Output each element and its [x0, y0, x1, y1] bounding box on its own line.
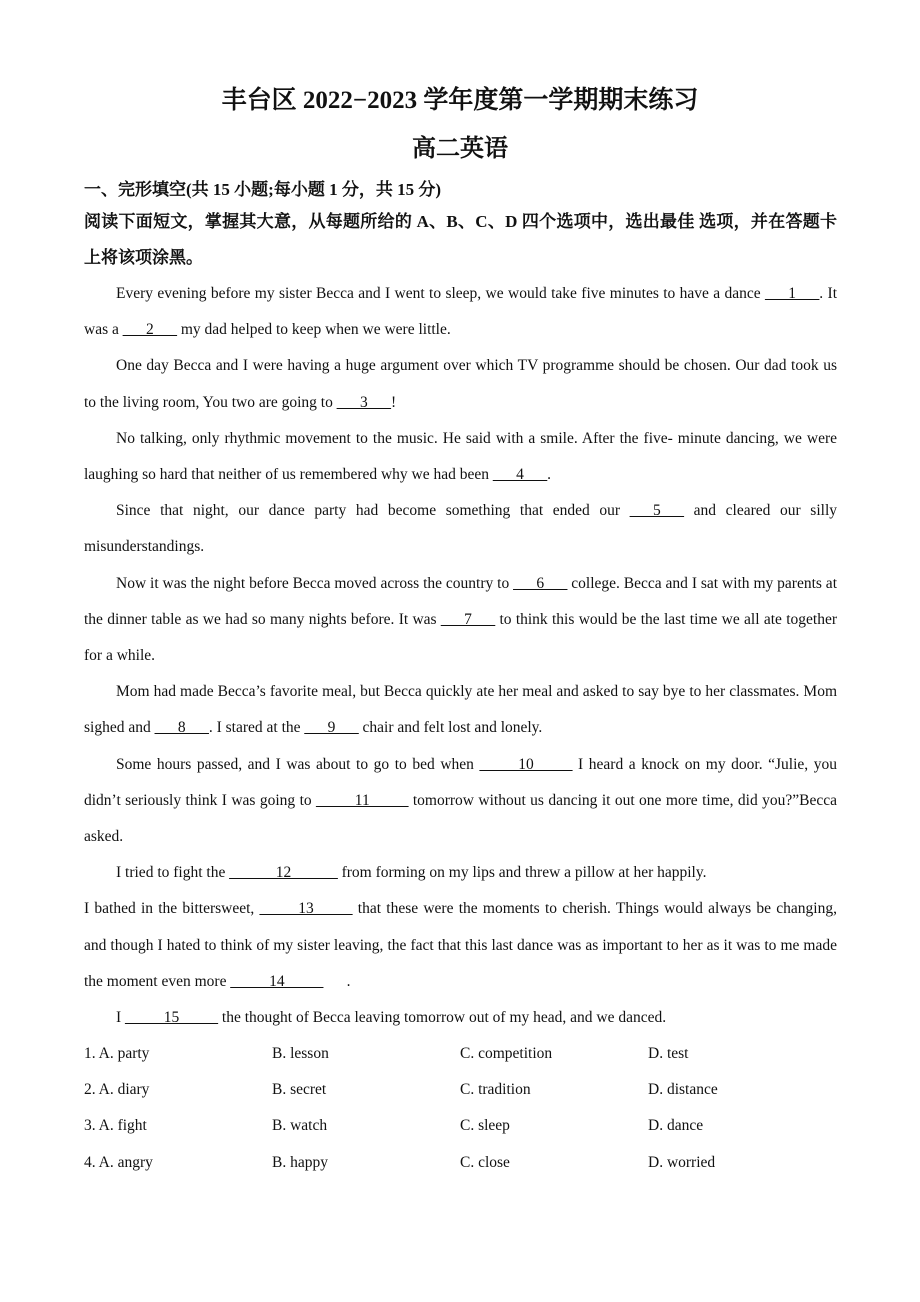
blank-7: ___7___	[440, 610, 496, 628]
section-heading: 一、完形填空(共 15 小题;每小题 1 分，共 15 分)	[84, 180, 441, 199]
passage-text: .	[547, 466, 552, 484]
passage-paragraph	[84, 421, 837, 493]
blank-12: ______12______	[229, 864, 338, 882]
blank-5: ___5___	[629, 502, 684, 520]
question-options-2	[84, 1072, 837, 1108]
passage-text: I tried to fight the	[116, 864, 230, 882]
passage-text: Now it was the night before Becca moved across the country to	[116, 574, 514, 592]
blank-1: ___1___	[765, 285, 820, 302]
passage-text: chair and felt lost and lonely.	[358, 719, 543, 737]
option-d: D. worried	[648, 1153, 716, 1171]
option-d: D. distance	[648, 1081, 718, 1099]
blank-15: _____15_____	[125, 1009, 219, 1027]
passage-text: . I stared at the	[208, 719, 305, 737]
passage-text: college. Becca and I sat with my parents at the dinner table as we had so many nights before. It was	[84, 574, 837, 628]
passage-text: I bathed in the bittersweet,	[84, 900, 260, 918]
passage-text: I heard a knock on my door. “Julie, you didn’t seriously think I was going to	[84, 755, 837, 809]
question-options-3	[84, 1108, 837, 1144]
blank-13: _____13_____	[259, 900, 353, 918]
passage-text: Some hours passed, and I was about to go to bed when	[116, 755, 480, 773]
passage-text: One day Becca and I were having a huge argument over which TV programme should be chosen. Our dad took us to the living room, You two are going to	[84, 357, 837, 411]
blank-11: _____11_____	[316, 791, 409, 809]
option-b: B. happy	[272, 1153, 328, 1171]
option-d: D. test	[648, 1045, 689, 1063]
passage-paragraph	[84, 891, 837, 1000]
option-c: C. close	[460, 1153, 510, 1171]
blank-4: ___4___	[492, 466, 548, 484]
option-c: C. tradition	[460, 1081, 531, 1099]
question-options-4	[84, 1145, 837, 1181]
option-a: 2. A. diary	[84, 1081, 150, 1099]
page-title: 丰台区 2022−2023 学年度第一学期期末练习	[221, 87, 699, 114]
blank-2: ___2___	[122, 321, 177, 339]
option-c: C. sleep	[460, 1117, 510, 1135]
answer-options	[84, 1036, 837, 1181]
passage-paragraph	[84, 855, 837, 891]
option-a: 3. A. fight	[84, 1117, 147, 1135]
option-b: B. secret	[272, 1081, 327, 1099]
option-d: D. dance	[648, 1117, 704, 1135]
blank-6: ___6___	[513, 574, 568, 592]
passage-paragraph	[84, 493, 837, 565]
passage-text: to think this would be the last time we all ate together for a while.	[84, 610, 837, 665]
option-b: B. watch	[272, 1117, 328, 1135]
blank-10: _____10_____	[479, 755, 573, 773]
passage-text: Since that night, our dance party had become something that ended our	[116, 502, 630, 520]
passage-text: that these were the moments to cherish. Things would always be changing, and though I hated to think of my sister leaving, the fact that this last dance was as important to her as it was to me made the moment even more	[84, 900, 837, 990]
blank-14: _____14_____	[230, 972, 324, 990]
question-options-1	[84, 1036, 837, 1072]
section-instructions: 阅读下面短文，掌握其大意，从每题所给的 A、B、C、D 四个选项中，选出最佳 选项，并在答题卡上将该项涂黑。	[84, 212, 837, 267]
option-c: C. competition	[460, 1045, 553, 1063]
passage-text: my dad helped to keep when we were little.	[177, 321, 451, 339]
blank-9: ___9___	[304, 719, 359, 737]
option-b: B. lesson	[272, 1045, 329, 1063]
passage-text: Every evening before my sister Becca and I went to sleep, we would take five minutes to have a dance	[116, 285, 766, 302]
blank-8: ___8___	[154, 719, 209, 737]
cloze-passage	[84, 276, 837, 1036]
passage-text: . It was a	[84, 285, 838, 339]
passage-paragraph	[84, 747, 837, 856]
option-a: 1. A. party	[84, 1045, 150, 1063]
passage-paragraph	[84, 348, 837, 420]
passage-text: I	[116, 1009, 126, 1027]
passage-text: Mom had made Becca’s favorite meal, but Becca quickly ate her meal and asked to say bye to her classmates. Mom sighed and	[84, 683, 837, 737]
passage-text: and cleared our silly misunderstandings.	[84, 502, 837, 556]
passage-text: tomorrow without us dancing it out one more time, did you?”Becca asked.	[84, 791, 837, 846]
passage-paragraph	[84, 566, 837, 675]
passage-paragraph	[84, 1000, 837, 1036]
passage-text: from forming on my lips and threw a pillow at her happily.	[337, 864, 707, 882]
passage-text: !	[390, 393, 397, 411]
passage-paragraph	[84, 276, 837, 348]
passage-text: the thought of Becca leaving tomorrow out of my head, and we danced.	[218, 1009, 667, 1027]
option-a: 4. A. angry	[84, 1153, 153, 1171]
page-subtitle: 高二英语	[412, 136, 508, 162]
passage-text: .	[323, 972, 351, 990]
blank-3: ___3___	[336, 393, 391, 411]
passage-text: No talking, only rhythmic movement to the music. He said with a smile. After the five- minute dancing, we were laughing so hard that neither of us remembered why we had been	[84, 429, 837, 484]
passage-paragraph	[84, 674, 837, 746]
